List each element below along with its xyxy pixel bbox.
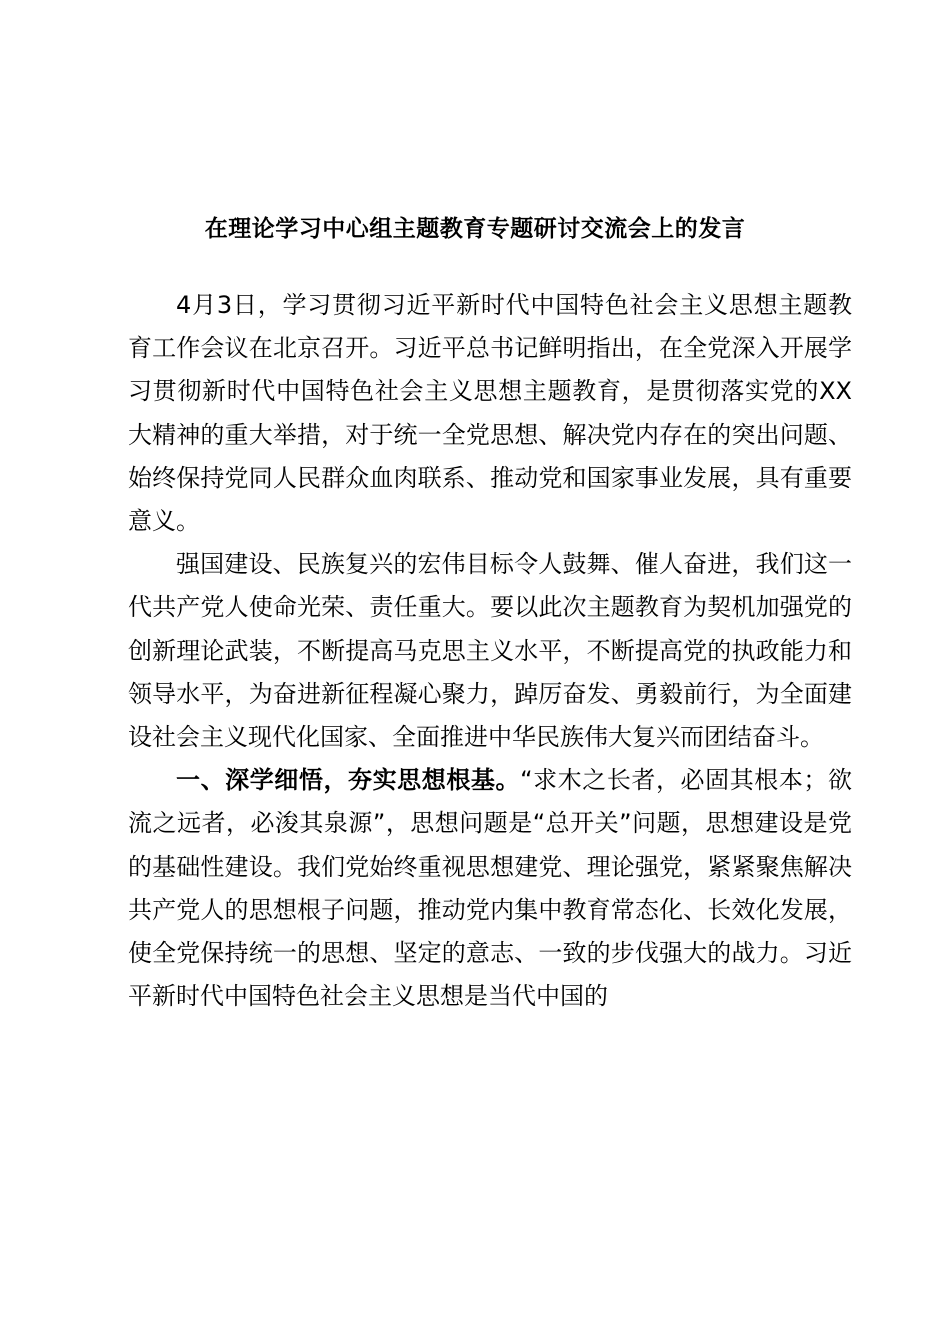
paragraph-1 bbox=[128, 284, 852, 543]
paragraph-3-text: “求木之长者，必固其根本；欲流之远者，必浚其泉源”，思想问题是“总开关”问题，思想建设是党的基础性建设。我们党始终重视思想建党、理论强党，紧紧聚焦解决共产党人的思想根子问题，推动党内集中教育常态化、长效化发展，使全党保持统一的思想、坚定的意志、一致的步伐强大的战力。习近平新时代中国特色社会主义思想是当代中国的 bbox=[128, 766, 853, 1011]
section-heading-1: 一、深学细悟，夯实思想根基。 bbox=[176, 766, 521, 795]
paragraph-3 bbox=[128, 759, 852, 1018]
document-title: 在理论学习中心组主题教育专题研讨交流会上的发言 bbox=[204, 216, 746, 242]
paragraph-2 bbox=[128, 543, 852, 759]
paragraph-2-text: 强国建设、民族复兴的宏伟目标令人鼓舞、催人奋进，我们这一代共产党人使命光荣、责任重大。要以此次主题教育为契机加强党的创新理论武装，不断提高马克思主义水平，不断提高党的执政能力和领导水平，为奋进新征程凝心聚力，踔厉奋发、勇毅前行，为全面建设社会主义现代化国家、全面推进中华民族伟大复兴而团结奋斗。 bbox=[128, 550, 852, 752]
document-body bbox=[128, 284, 852, 1018]
paragraph-1-text: 4月3日，学习贯彻习近平新时代中国特色社会主义思想主题教育工作会议在北京召开。习近平总书记鲜明指出，在全党深入开展学习贯彻新时代中国特色社会主义思想主题教育，是贯彻落实党的XX大精神的重大举措，对于统一全党思想、解决党内存在的突出问题、始终保持党同人民群众血肉联系、推动党和国家事业发展，具有重要意义。 bbox=[128, 291, 852, 536]
